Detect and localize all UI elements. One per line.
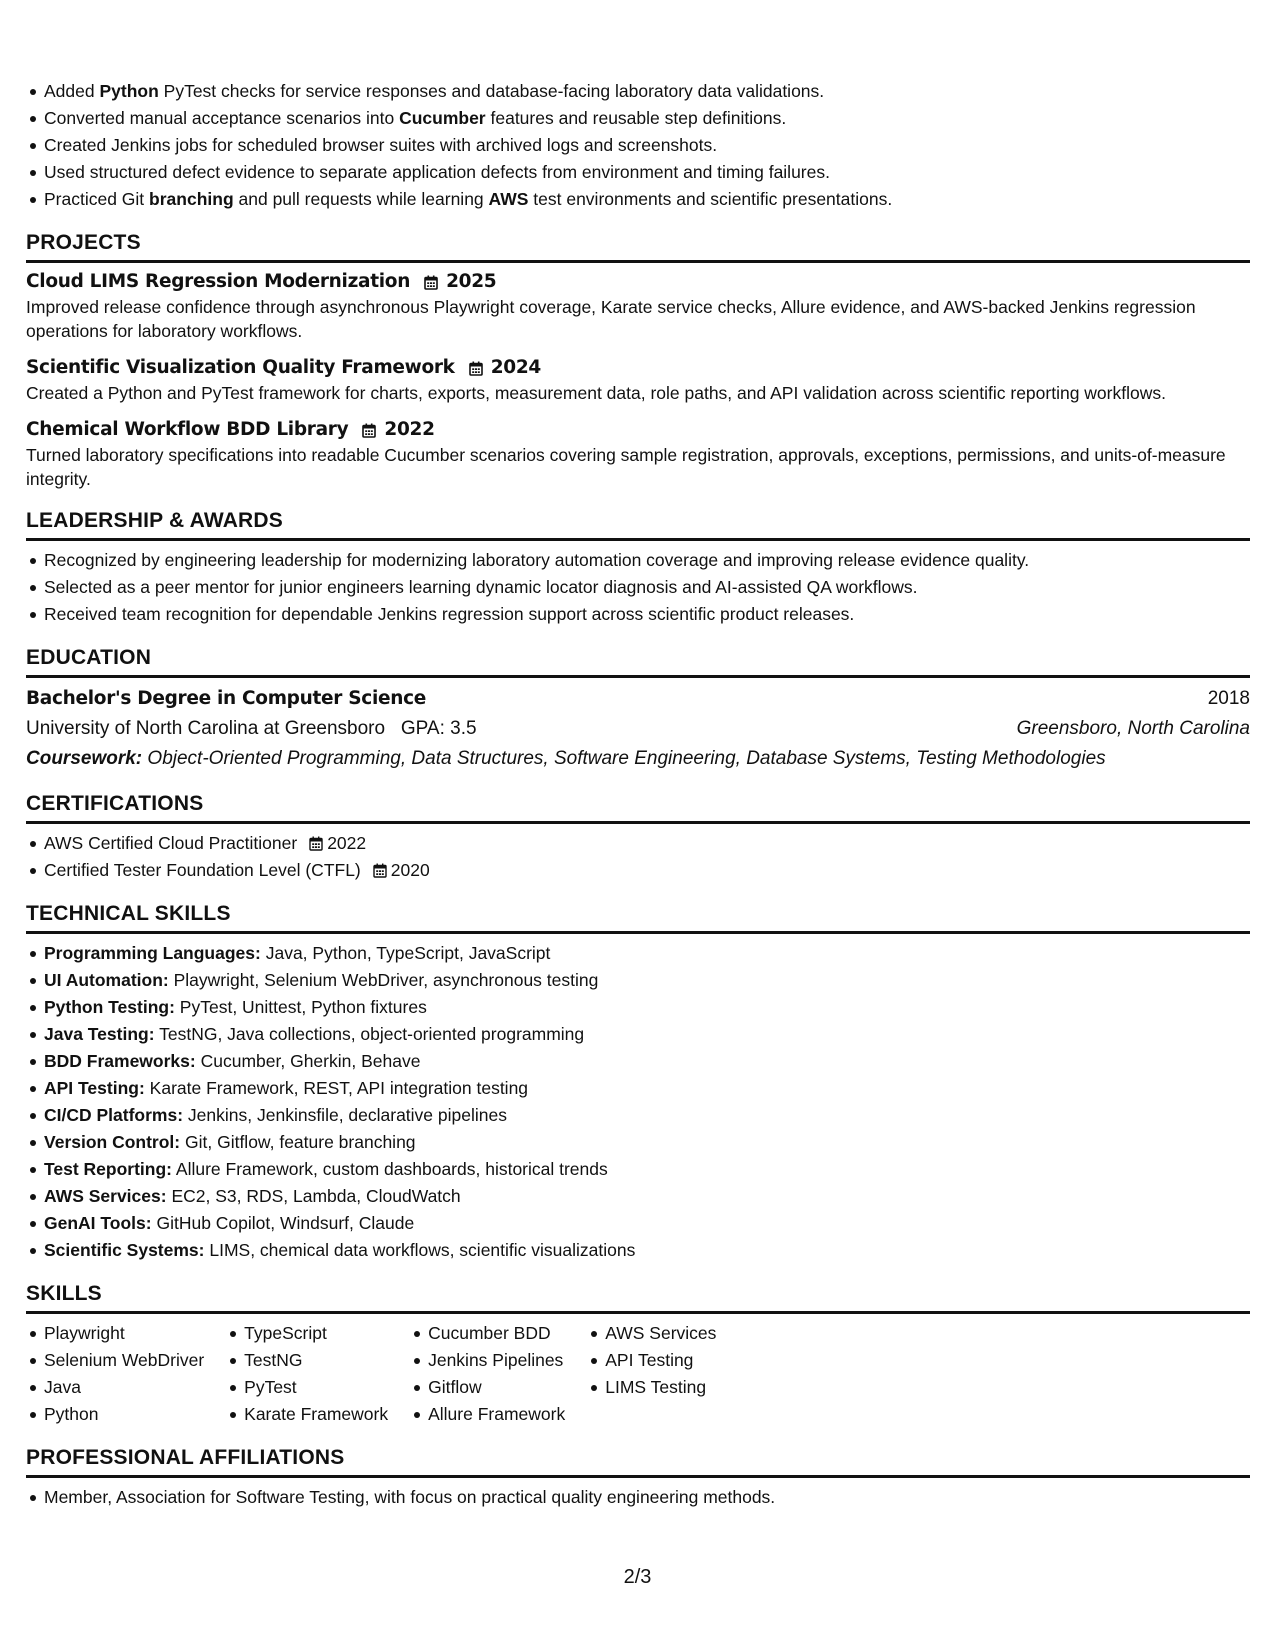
section-title: CERTIFICATIONS <box>26 790 1250 824</box>
list-item: Test Reporting: Allure Framework, custom dashboards, historical trends <box>26 1156 1250 1183</box>
list-item: CI/CD Platforms: Jenkins, Jenkinsfile, declarative pipelines <box>26 1102 1250 1129</box>
project-name: Cloud LIMS Regression Modernization <box>26 271 411 292</box>
calendar-icon <box>373 863 387 878</box>
section-title: PROFESSIONAL AFFILIATIONS <box>26 1444 1250 1478</box>
school-location: Greensboro, North Carolina <box>1016 718 1250 739</box>
list-item: Recognized by engineering leadership for modernizing laboratory automation coverage and improving release evidence quality. <box>26 547 1250 574</box>
project-item <box>26 269 1250 343</box>
list-item: Playwright <box>26 1320 204 1347</box>
list-item <box>26 857 1250 884</box>
project-description: Improved release confidence through asynchronous Playwright coverage, Karate service checks, Allure evidence, and AWS-backed Jenkins regression operations for laboratory workflows. <box>26 297 1196 341</box>
calendar-icon <box>424 275 438 290</box>
list-item: Python <box>26 1401 204 1428</box>
list-item: Java Testing: TestNG, Java collections, object-oriented programming <box>26 1021 1250 1048</box>
list-item <box>26 830 1250 857</box>
project-year: 2022 <box>384 419 435 440</box>
project-description: Turned laboratory specifications into readable Cucumber scenarios covering sample registration, approvals, exceptions, permissions, and units-of-measure integrity. <box>26 445 1226 489</box>
degree: Bachelor's Degree in Computer Science <box>26 688 427 709</box>
cert-name: AWS Certified Cloud Practitioner <box>44 833 298 853</box>
list-item: Converted manual acceptance scenarios into Cucumber features and reusable step definitions. <box>26 105 1250 132</box>
coursework: Coursework: Object-Oriented Programming, Data Structures, Software Engineering, Database Systems, Testing Methodologies <box>26 748 1106 769</box>
list-item: Selected as a peer mentor for junior engineers learning dynamic locator diagnosis and AI-assisted QA workflows. <box>26 574 1250 601</box>
project-description: Created a Python and PyTest framework for charts, exports, measurement data, role paths, and API validation across scientific reporting workflows. <box>26 383 1166 403</box>
list-item: Python Testing: PyTest, Unittest, Python fixtures <box>26 994 1250 1021</box>
certifications-section <box>26 790 1250 884</box>
projects-section <box>26 229 1250 491</box>
list-item: API Testing <box>587 1347 716 1374</box>
list-item: Practiced Git branching and pull requests while learning AWS test environments and scientific presentations. <box>26 186 1250 213</box>
section-title: TECHNICAL SKILLS <box>26 900 1250 934</box>
list-item: Added Python PyTest checks for service responses and database-facing laboratory data validations. <box>26 78 1250 105</box>
list-item: GenAI Tools: GitHub Copilot, Windsurf, Claude <box>26 1210 1250 1237</box>
graduation-year: 2018 <box>1207 688 1250 709</box>
section-title: LEADERSHIP & AWARDS <box>26 507 1250 541</box>
list-item: Received team recognition for dependable Jenkins regression support across scientific product releases. <box>26 601 1250 628</box>
cert-year: 2022 <box>327 833 367 853</box>
cert-year: 2020 <box>390 860 430 880</box>
section-title: SKILLS <box>26 1280 1250 1314</box>
list-item: LIMS Testing <box>587 1374 716 1401</box>
project-name: Chemical Workflow BDD Library <box>26 419 349 440</box>
list-item: Java <box>26 1374 204 1401</box>
list-item: Version Control: Git, Gitflow, feature branching <box>26 1129 1250 1156</box>
list-item: Jenkins Pipelines <box>410 1347 565 1374</box>
list-item: PyTest <box>226 1374 388 1401</box>
list-item: Gitflow <box>410 1374 565 1401</box>
list-item: Programming Languages: Java, Python, TypeScript, JavaScript <box>26 940 1250 967</box>
skills-column <box>587 1320 716 1428</box>
affiliations-section <box>26 1444 1250 1511</box>
list-item: UI Automation: Playwright, Selenium WebDriver, asynchronous testing <box>26 967 1250 994</box>
project-item <box>26 417 1250 491</box>
list-item: API Testing: Karate Framework, REST, API integration testing <box>26 1075 1250 1102</box>
list-item: TypeScript <box>226 1320 388 1347</box>
calendar-icon <box>362 423 376 438</box>
list-item: TestNG <box>226 1347 388 1374</box>
list-item: Karate Framework <box>226 1401 388 1428</box>
list-item: AWS Services <box>587 1320 716 1347</box>
gpa: GPA: 3.5 <box>400 718 477 739</box>
list-item: Member, Association for Software Testing, with focus on practical quality engineering methods. <box>26 1484 1250 1511</box>
project-year: 2024 <box>490 357 541 378</box>
calendar-icon <box>309 836 323 851</box>
list-item: Cucumber BDD <box>410 1320 565 1347</box>
list-item: Used structured defect evidence to separate application defects from environment and timing failures. <box>26 159 1250 186</box>
list-item: BDD Frameworks: Cucumber, Gherkin, Behave <box>26 1048 1250 1075</box>
section-title: PROJECTS <box>26 229 1250 263</box>
list-item: Allure Framework <box>410 1401 565 1428</box>
project-name: Scientific Visualization Quality Framework <box>26 357 455 378</box>
page-number: 2/3 <box>623 1566 652 1588</box>
experience-bullets <box>26 78 1250 213</box>
skills-column <box>26 1320 204 1428</box>
school-name: University of North Carolina at Greensboro <box>26 718 386 739</box>
skills-section <box>26 1280 1250 1428</box>
section-title: EDUCATION <box>26 644 1250 678</box>
skills-column <box>410 1320 565 1428</box>
leadership-section <box>26 507 1250 628</box>
project-year: 2025 <box>446 271 497 292</box>
resume-page <box>26 78 1250 1511</box>
list-item: Created Jenkins jobs for scheduled browser suites with archived logs and screenshots. <box>26 132 1250 159</box>
list-item: Scientific Systems: LIMS, chemical data workflows, scientific visualizations <box>26 1237 1250 1264</box>
calendar-icon <box>469 361 483 376</box>
skills-column <box>226 1320 388 1428</box>
cert-name: Certified Tester Foundation Level (CTFL) <box>44 860 361 880</box>
technical-skills-section <box>26 900 1250 1264</box>
project-item <box>26 355 1250 405</box>
list-item: Selenium WebDriver <box>26 1347 204 1374</box>
list-item: AWS Services: EC2, S3, RDS, Lambda, CloudWatch <box>26 1183 1250 1210</box>
education-section <box>26 644 1250 774</box>
